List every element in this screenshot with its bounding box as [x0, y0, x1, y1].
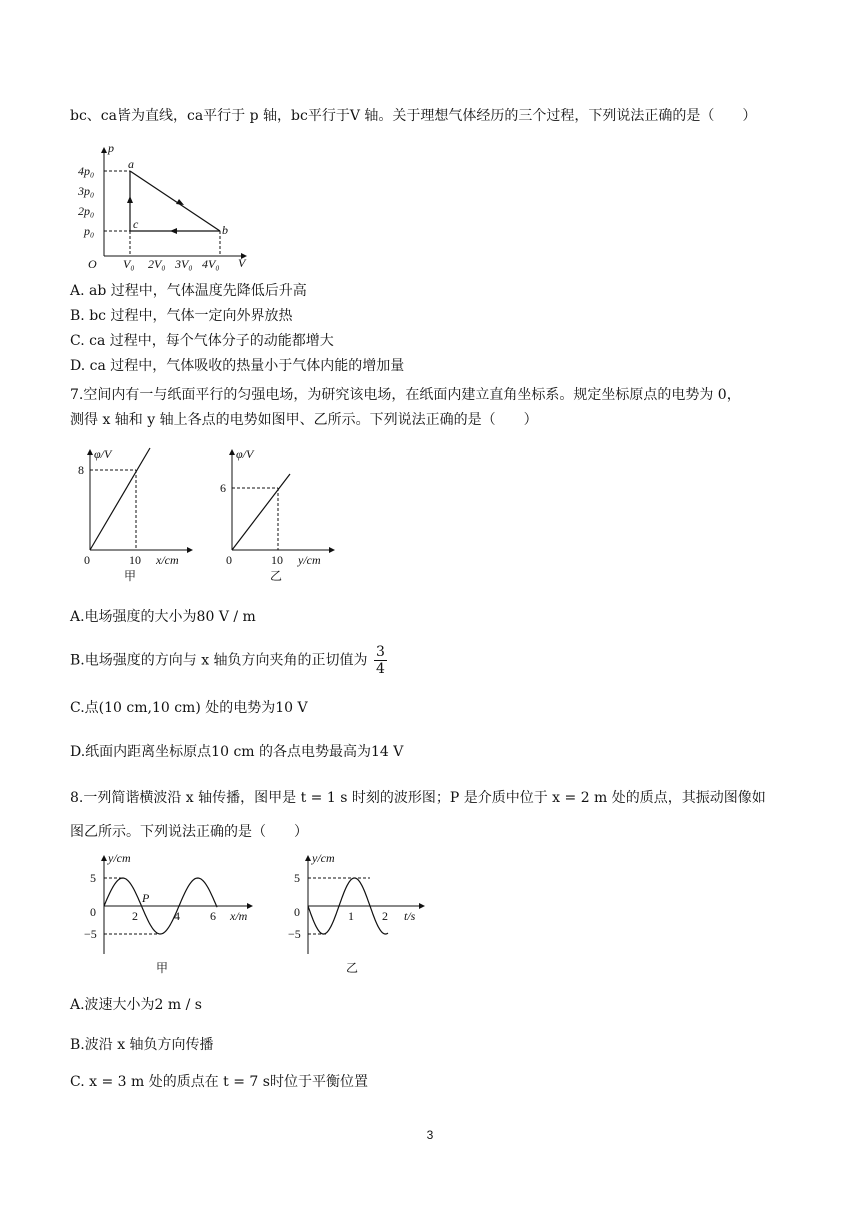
- q8-jia-ytick-0: 0: [90, 905, 96, 919]
- q8-yi-caption: 乙: [346, 961, 359, 975]
- q8-yi-ytick-neg5: −5: [288, 927, 301, 941]
- q7-option-b-denominator: 4: [376, 661, 385, 677]
- q6-ytick-3p0: 3p₀: [78, 184, 95, 198]
- q7-jia-x-label: x/cm: [156, 553, 179, 567]
- q6-option-a: A. ab 过程中，气体温度先降低后升高: [70, 283, 307, 299]
- q8-option-c: C. x = 3 m 处的质点在 t = 7 s时位于平衡位置: [70, 1074, 368, 1090]
- q7-jia-y-label: φ/V: [94, 447, 112, 461]
- q7-jia-caption: 甲: [124, 569, 137, 583]
- q7-jia-ytick: 8: [78, 463, 84, 477]
- q6-option-d: D. ca 过程中，气体吸收的热量小于气体内能的增加量: [70, 358, 405, 374]
- q7-graph-yi: [220, 444, 340, 584]
- q6-ytick-2p0: 2p₀: [78, 204, 95, 218]
- q6-ytick-4p0: 4p₀: [78, 164, 95, 178]
- q8-yi-ytick-0: 0: [294, 905, 300, 919]
- q8-yi-x-label: t/s: [404, 909, 416, 923]
- q7-jia-xtick: 10: [129, 553, 141, 567]
- q7-option-c: C.点(10 cm,10 cm) 处的电势为10 V: [70, 700, 308, 716]
- q6-xtick-4v0: 4V₀: [202, 257, 220, 271]
- q6-point-c: c: [133, 217, 139, 231]
- q7-option-b-numerator: 3: [376, 644, 385, 660]
- q8-jia-xtick-6: 6: [210, 909, 216, 923]
- q6-xtick-3v0: 3V₀: [175, 257, 193, 271]
- q8-jia-point-p: P: [142, 891, 150, 905]
- q6-stem: bc、ca皆为直线，ca平行于 p 轴，bc平行于V 轴。关于理想气体经历的三个过程，下列说法正确的是（ ）: [70, 108, 757, 124]
- q6-pv-graph: [78, 140, 258, 275]
- q7-yi-xtick: 10: [271, 553, 283, 567]
- q7-stem-line1: 7.空间内有一与纸面平行的匀强电场，为研究该电场，在纸面内建立直角坐标系。规定坐标原点的电势为 0，: [70, 387, 741, 403]
- q7-jia-origin: 0: [84, 553, 90, 567]
- q8-option-a: A.波速大小为2 m / s: [70, 997, 202, 1013]
- q8-yi-y-label: y/cm: [312, 851, 335, 865]
- q7-option-d: D.纸面内距离坐标原点10 cm 的各点电势最高为14 V: [70, 744, 404, 760]
- q8-jia-ytick-neg5: −5: [84, 927, 97, 941]
- q6-y-axis-label: p: [108, 141, 114, 155]
- q6-option-b: B. bc 过程中，气体一定向外界放热: [70, 308, 293, 324]
- q8-jia-xtick-4: 4: [174, 909, 180, 923]
- q7-option-a: A.电场强度的大小为80 V / m: [70, 609, 256, 625]
- q6-option-c: C. ca 过程中，每个气体分子的动能都增大: [70, 333, 334, 349]
- q7-option-b-text: B.电场强度的方向与 x 轴负方向夹角的正切值为: [70, 652, 368, 669]
- q6-xtick-v0: V₀: [123, 257, 135, 271]
- q6-ytick-p0: p₀: [84, 224, 95, 238]
- q8-jia-x-label: x/m: [230, 909, 248, 923]
- q6-point-a: a: [128, 157, 134, 171]
- q7-yi-ytick: 6: [220, 481, 226, 495]
- q8-stem-line2: 图乙所示。下列说法正确的是（ ）: [70, 824, 308, 840]
- q8-yi-xtick-2: 2: [382, 909, 388, 923]
- q7-option-b-fraction: [374, 644, 387, 677]
- q8-jia-caption: 甲: [156, 961, 169, 975]
- q8-yi-ytick-5: 5: [294, 871, 300, 885]
- q6-xtick-2v0: 2V₀: [148, 257, 166, 271]
- q7-yi-y-label: φ/V: [236, 447, 254, 461]
- q7-graph-jia: [78, 444, 198, 584]
- q7-yi-caption: 乙: [270, 569, 283, 583]
- q7-yi-origin: 0: [226, 553, 232, 567]
- q7-yi-x-label: y/cm: [298, 553, 321, 567]
- q8-jia-y-label: y/cm: [108, 851, 131, 865]
- q8-graph-jia: [84, 850, 264, 980]
- q6-point-b: b: [222, 223, 228, 237]
- page-number: 3: [426, 1128, 434, 1142]
- q8-graph-yi: [288, 850, 438, 980]
- q6-origin-label: O: [88, 257, 97, 271]
- q6-x-axis-label: V: [238, 256, 246, 270]
- q7-stem-line2: 测得 x 轴和 y 轴上各点的电势如图甲、乙所示。下列说法正确的是（ ）: [70, 412, 538, 428]
- q7-option-b: [70, 644, 387, 677]
- q8-option-b: B.波沿 x 轴负方向传播: [70, 1037, 214, 1053]
- q8-yi-xtick-1: 1: [348, 909, 354, 923]
- q8-stem-line1: 8.一列简谐横波沿 x 轴传播，图甲是 t = 1 s 时刻的波形图；P 是介质中位于 x = 2 m 处的质点，其振动图像如: [70, 790, 766, 806]
- q8-jia-ytick-5: 5: [90, 871, 96, 885]
- q8-jia-xtick-2: 2: [132, 909, 138, 923]
